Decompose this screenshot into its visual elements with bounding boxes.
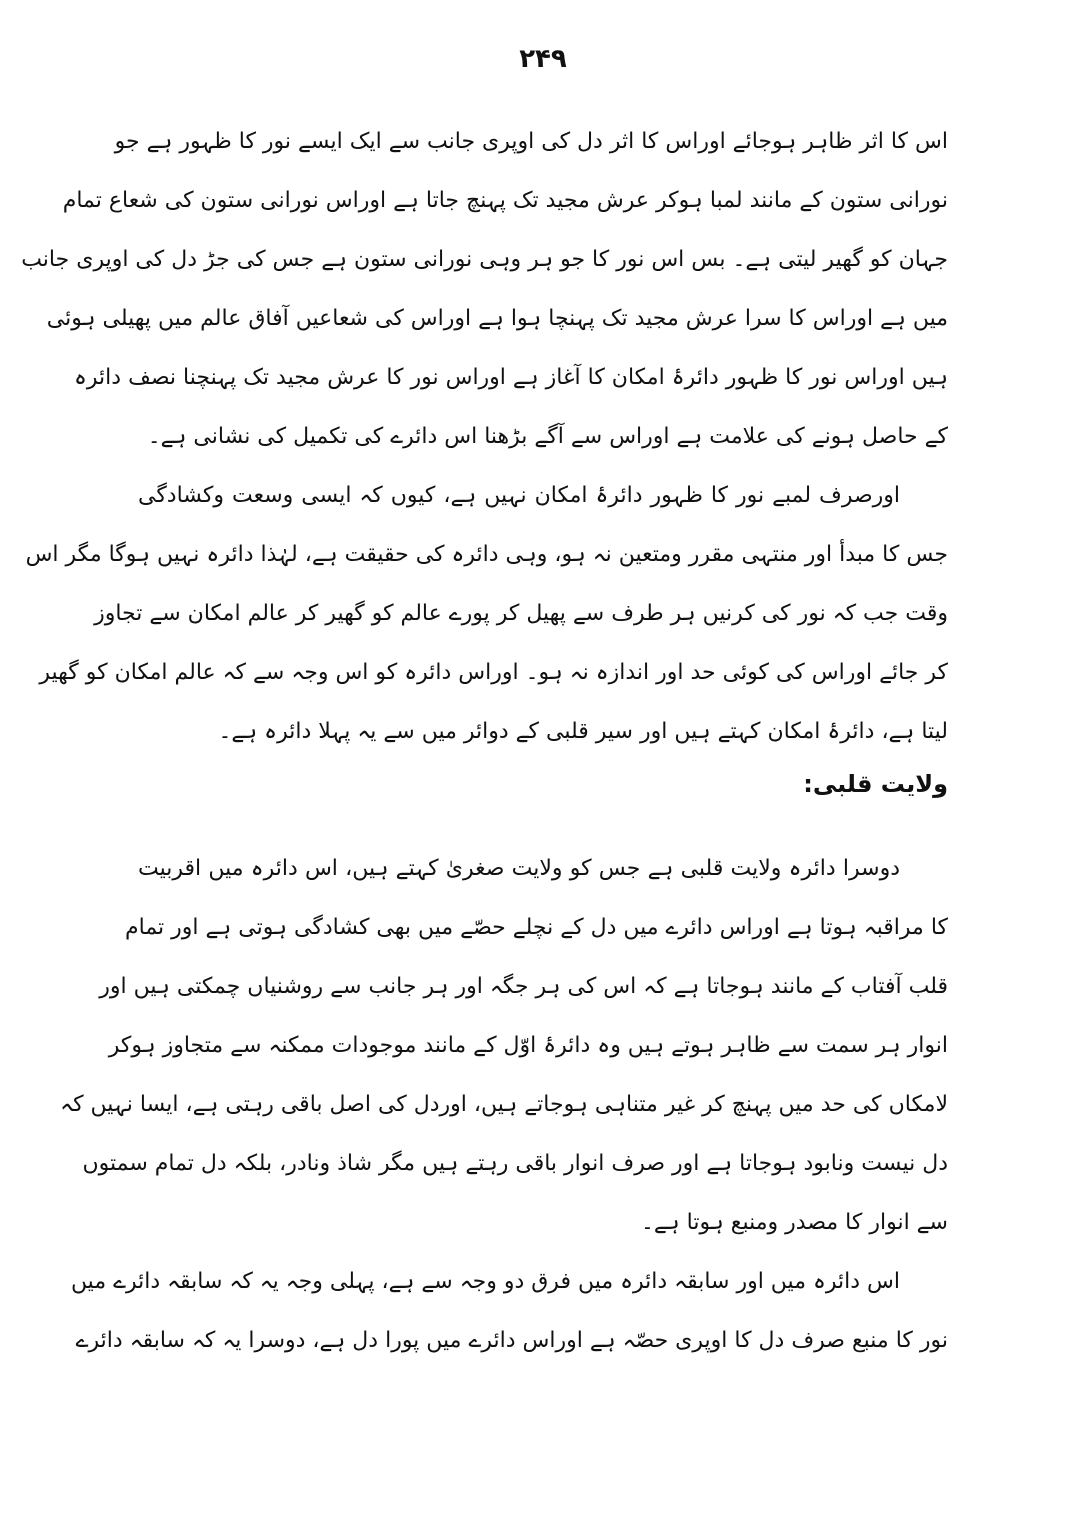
text-line: لامکاں کی حد میں پہنچ کر غیر متناہی ہوجاتے ہیں، اوردل کی اصل باقی رہتی ہے، ایسا نہیں کہ bbox=[60, 1092, 948, 1117]
section-heading: ولایت قلبی: bbox=[803, 770, 948, 798]
text-line: کے حاصل ہونے کی علامت ہے اوراس سے آگے بڑھنا اس دائرے کی تکمیل کی نشانی ہے۔ bbox=[147, 424, 948, 449]
body-text bbox=[21, 112, 948, 1370]
text-line: نورانی ستون کے مانند لمبا ہوکر عرش مجید تک پہنچ جاتا ہے اوراس نورانی ستون کی شعاع تمام bbox=[62, 188, 948, 213]
text-line: نور کا منبع صرف دل کا اوپری حصّہ ہے اوراس دائرے میں پورا دل ہے، دوسرا یہ کہ سابقہ دائرے bbox=[75, 1328, 948, 1353]
text-line: کر جائے اوراس کی کوئی حد اور اندازہ نہ ہو۔ اوراس دائرہ کو اس وجہ سے کہ عالم امکان کو گھیر bbox=[39, 660, 948, 685]
text-line: اس کا اثر ظاہر ہوجائے اوراس کا اثر دل کی اوپری جانب سے ایک ایسے نور کا ظہور ہے جو bbox=[114, 129, 948, 154]
paragraph-4 bbox=[70, 1252, 948, 1370]
text-line: انوار ہر سمت سے ظاہر ہوتے ہیں وہ دائرۂ اوّل کے مانند موجودات ممکنہ سے متجاوز ہوکر bbox=[108, 1033, 948, 1058]
paragraph-3 bbox=[60, 839, 948, 1252]
text-line: قلب آفتاب کے مانند ہوجاتا ہے کہ اس کی ہر جگہ اور ہر جانب سے روشنیاں چمکتی ہیں اور bbox=[99, 974, 948, 999]
paragraph-1 bbox=[21, 112, 948, 466]
text-line: میں ہے اوراس کا سرا عرش مجید تک پہنچا ہوا ہے اوراس کی شعاعیں آفاق عالم میں پھیلی ہوئی bbox=[46, 306, 948, 331]
text-line: اورصرف لمبے نور کا ظہور دائرۂ امکان نہیں ہے، کیوں کہ ایسی وسعت وکشادگی bbox=[138, 483, 900, 508]
text-line: وقت جب کہ نور کی کرنیں ہر طرف سے پھیل کر پورے عالم کو گھیر کر عالم امکان سے تجاوز bbox=[94, 601, 948, 626]
text-line: لیتا ہے، دائرۂ امکان کہتے ہیں اور سیر قلبی کے دوائر میں سے یہ پہلا دائرہ ہے۔ bbox=[218, 719, 948, 744]
text-line: جس کا مبدأ اور منتہی مقرر ومتعین نہ ہو، وہی دائرہ کی حقیقت ہے، لہٰذا دائرہ نہیں ہوگا مگر اس bbox=[25, 542, 948, 567]
spacer bbox=[138, 815, 948, 839]
text-line: جہان کو گھیر لیتی ہے۔ بس اس نور کا جو ہر وہی نورانی ستون ہے جس کی جڑ دل کی اوپری جانب bbox=[21, 247, 948, 272]
text-line: ہیں اوراس نور کا ظہور دائرۂ امکان کا آغاز ہے اوراس نور کا عرش مجید تک پہنچنا نصف دائرہ bbox=[74, 365, 948, 390]
text-line: دوسرا دائرہ ولایت قلبی ہے جس کو ولایت صغریٰ کہتے ہیں، اس دائرہ میں اقربیت bbox=[138, 856, 900, 881]
text-line: اس دائرہ میں اور سابقہ دائرہ میں فرق دو وجہ سے ہے، پہلی وجہ یہ کہ سابقہ دائرے میں bbox=[70, 1269, 900, 1294]
paragraph-2 bbox=[25, 466, 948, 761]
page-number: ۲۴۹ bbox=[519, 44, 567, 74]
text-line: کا مراقبہ ہوتا ہے اوراس دائرے میں دل کے نچلے حصّے میں بھی کشادگی ہوتی ہے اور تمام bbox=[125, 915, 948, 940]
text-line: سے انوار کا مصدر ومنبع ہوتا ہے۔ bbox=[641, 1210, 948, 1235]
text-line: دل نیست ونابود ہوجاتا ہے اور صرف انوار باقی رہتے ہیں مگر شاذ ونادر، بلکہ دل تمام سمتوں bbox=[82, 1151, 948, 1176]
